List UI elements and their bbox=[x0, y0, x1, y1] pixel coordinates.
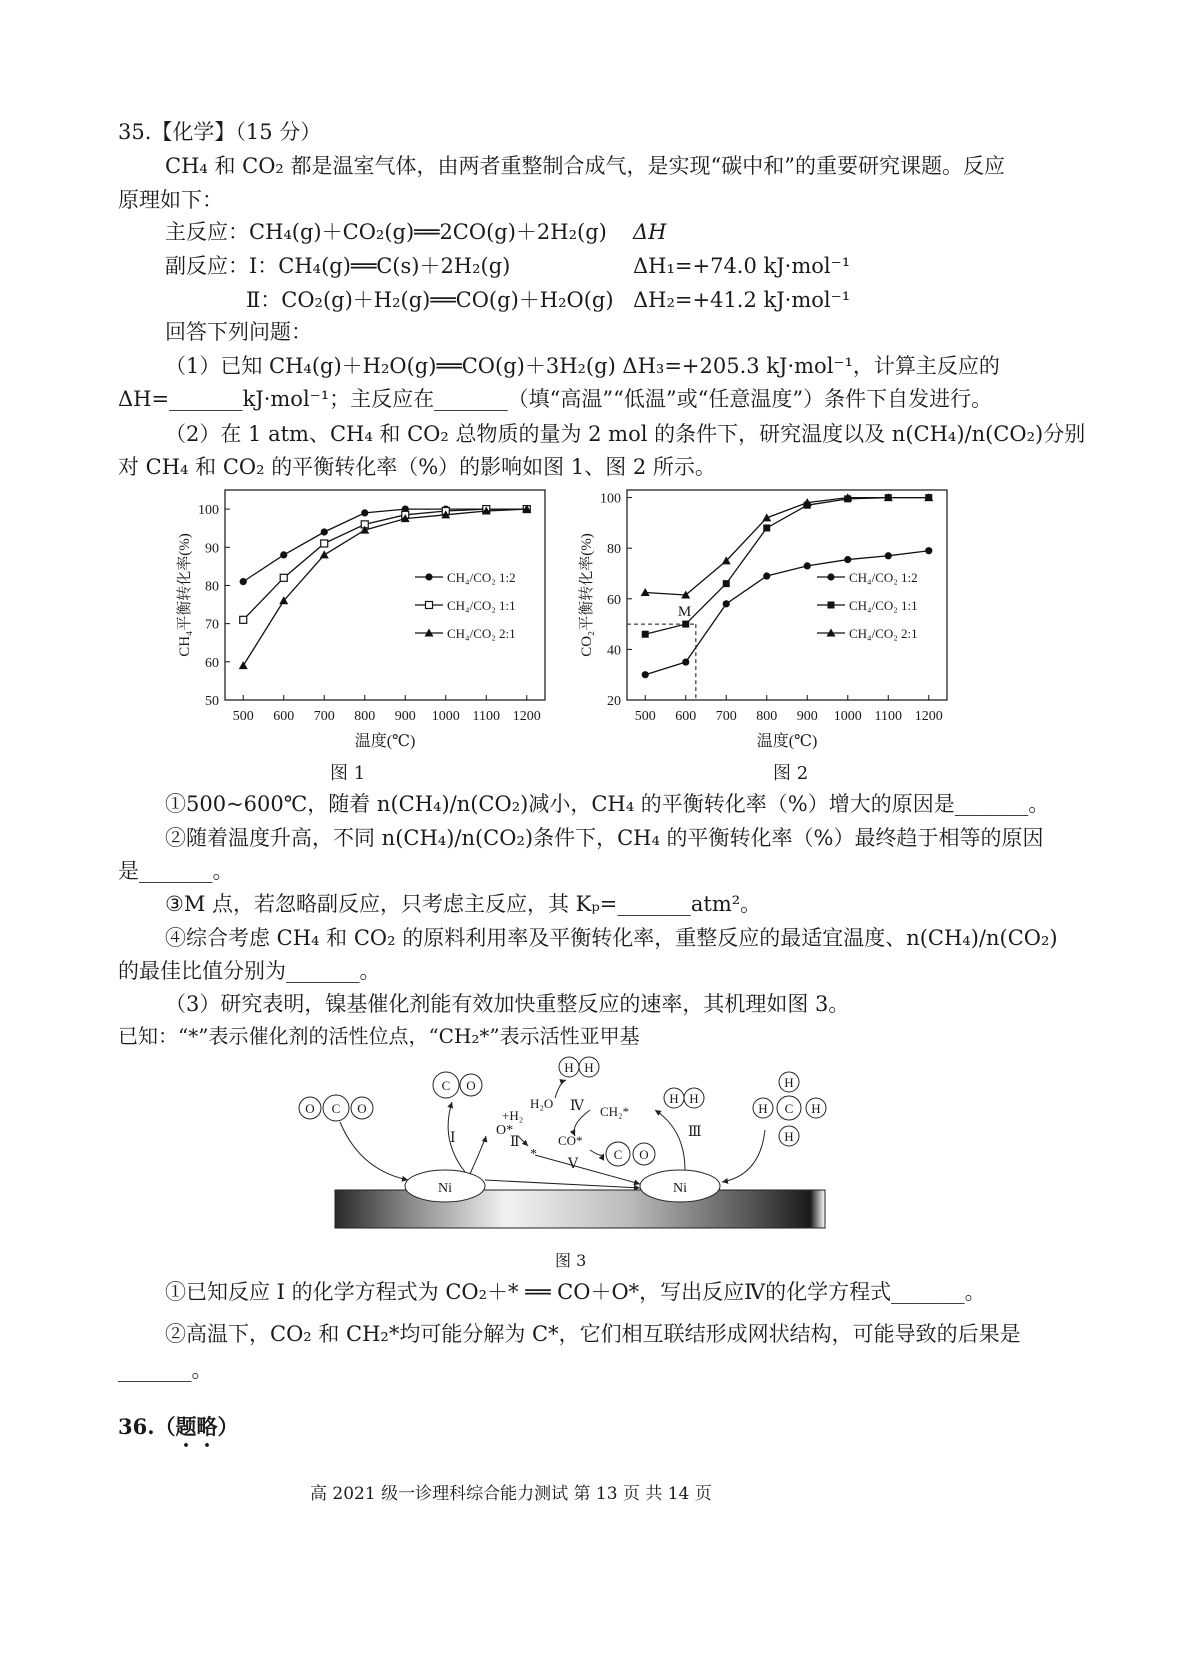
legend-marker bbox=[425, 573, 432, 580]
q3-sub-1: ①已知反应 I 的化学方程式为 CO₂＋* ══ CO＋O*，写出反应Ⅳ的化学方程式_______。 bbox=[165, 1280, 986, 1304]
data-point bbox=[804, 562, 811, 569]
svg-text:H: H bbox=[758, 1101, 768, 1116]
q3-sub-2-line-2: _______。 bbox=[118, 1358, 213, 1382]
y-tick-label: 60 bbox=[205, 655, 219, 671]
intro-line-1: CH₄ 和 CO₂ 都是温室气体，由两者重整制合成气，是实现“碳中和”的重要研究课题。反应 bbox=[165, 154, 1005, 178]
h2o-label: H₂O bbox=[530, 1096, 554, 1111]
svg-text:H: H bbox=[669, 1091, 679, 1106]
legend-marker bbox=[828, 602, 835, 609]
legend-label: CH₄/CO₂ 2:1 bbox=[849, 626, 918, 641]
ni-label-left: Ni bbox=[438, 1181, 452, 1196]
x-tick-label: 1200 bbox=[512, 709, 541, 724]
co-star-label: CO* bbox=[558, 1133, 583, 1148]
svg-text:H: H bbox=[784, 1075, 794, 1090]
answer-prompt: 回答下列问题： bbox=[165, 320, 312, 344]
q2-sub-1: ①500~600℃，随着 n(CH₄)/n(CO₂)减小，CH₄ 的平衡转化率（%）增大的原因是_______。 bbox=[165, 792, 1050, 816]
star-site-label: * bbox=[530, 1147, 537, 1162]
step-3-label: Ⅲ bbox=[688, 1125, 702, 1140]
y-tick-label: 80 bbox=[607, 542, 621, 558]
figure-1-chart bbox=[170, 480, 560, 750]
page-footer: 高 2021 级一诊理科综合能力测试 第 13 页 共 14 页 bbox=[310, 1484, 712, 1504]
plot-frame bbox=[225, 490, 545, 700]
data-point bbox=[763, 572, 770, 579]
data-point bbox=[321, 528, 328, 535]
q3-sub-2-line-1: ②高温下，CO₂ 和 CH₂*均可能分解为 C*，它们相互联结形成网状结构，可能导致的后果是 bbox=[165, 1322, 1021, 1346]
y-tick-label: 70 bbox=[205, 617, 219, 633]
x-tick-label: 800 bbox=[756, 709, 778, 724]
h2-molecule-icon-2 bbox=[664, 1088, 704, 1108]
question-36-text: 题略 bbox=[175, 1414, 218, 1439]
x-tick-label: 1100 bbox=[874, 709, 903, 724]
step-2-label: Ⅱ bbox=[510, 1135, 520, 1150]
y-tick-label: 40 bbox=[607, 643, 621, 659]
plus-h2-label: +H₂ bbox=[502, 1108, 524, 1123]
data-point bbox=[361, 509, 368, 516]
q3-line-1: （3）研究表明，镍基催化剂能有效加快重整反应的速率，其机理如图 3。 bbox=[165, 992, 850, 1016]
co2-molecule-icon bbox=[299, 1095, 373, 1121]
svg-text:H: H bbox=[784, 1129, 794, 1144]
legend-label: CH₄/CO₂ 1:2 bbox=[447, 570, 516, 585]
side-reaction-2-dh: ΔH₂=+41.2 kJ·mol⁻¹ bbox=[633, 288, 851, 312]
question-36-number: 36.（ bbox=[118, 1414, 176, 1439]
x-tick-label: 600 bbox=[273, 709, 295, 724]
svg-text:C: C bbox=[331, 1101, 341, 1116]
data-point bbox=[280, 551, 287, 558]
x-tick-label: 700 bbox=[715, 709, 737, 724]
q1-line-1: （1）已知 CH₄(g)＋H₂O(g)══CO(g)＋3H₂(g) ΔH₃=+205.3 kJ·mol⁻¹，计算主反应的 bbox=[165, 354, 1000, 378]
x-tick-label: 900 bbox=[796, 709, 818, 724]
q2-sub-3: ③M 点，若忽略副反应，只考虑主反应，其 Kₚ=_______atm²。 bbox=[165, 892, 762, 916]
data-point bbox=[723, 600, 730, 607]
q1-line-2: ΔH=_______kJ·mol⁻¹；主反应在_______（填“高温”“低温”或“任意温度”）条件下自发进行。 bbox=[118, 387, 993, 411]
co-molecule-icon-2 bbox=[606, 1142, 655, 1166]
x-axis-label: 温度(℃) bbox=[756, 733, 818, 750]
catalyst-surface bbox=[335, 1190, 825, 1228]
step-5-label: Ⅴ bbox=[568, 1157, 579, 1172]
question-header: 35.【化学】（15 分） bbox=[118, 120, 322, 144]
svg-text:O: O bbox=[466, 1078, 476, 1093]
svg-text:O: O bbox=[305, 1101, 315, 1116]
q2-line-1: （2）在 1 atm、CH₄ 和 CO₂ 总物质的量为 2 mol 的条件下，研究温度以及 n(CH₄)/n(CO₂)分别 bbox=[165, 422, 1086, 446]
svg-text:C: C bbox=[613, 1147, 623, 1162]
data-point bbox=[320, 550, 329, 558]
svg-text:H: H bbox=[811, 1101, 821, 1116]
side-reaction-2: Ⅱ：CO₂(g)＋H₂(g)══CO(g)＋H₂O(g) bbox=[246, 288, 614, 312]
data-point bbox=[280, 574, 287, 581]
plot-frame bbox=[627, 490, 947, 700]
q2-line-2: 对 CH₄ 和 CO₂ 的平衡转化率（%）的影响如图 1、图 2 所示。 bbox=[118, 455, 716, 479]
svg-text:C: C bbox=[784, 1101, 794, 1116]
legend-label: CH₄/CO₂ 2:1 bbox=[447, 626, 516, 641]
co-molecule-icon-1 bbox=[433, 1072, 482, 1098]
data-point bbox=[682, 658, 689, 665]
side-reaction-1: 副反应：Ⅰ：CH₄(g)══C(s)＋2H₂(g) bbox=[165, 254, 511, 278]
ch2-star-label: CH₂* bbox=[600, 1104, 630, 1119]
svg-text:C: C bbox=[441, 1078, 451, 1093]
data-point bbox=[642, 671, 649, 678]
x-tick-label: 1200 bbox=[914, 709, 943, 724]
q2-sub-2-line-2: 是_______。 bbox=[118, 859, 234, 883]
x-tick-label: 1100 bbox=[472, 709, 501, 724]
h2-molecule-icon-1 bbox=[559, 1057, 599, 1077]
x-tick-label: 1000 bbox=[833, 709, 862, 724]
y-tick-label: 100 bbox=[198, 503, 219, 519]
data-point bbox=[763, 524, 770, 531]
data-point bbox=[642, 631, 649, 638]
x-tick-label: 500 bbox=[232, 709, 254, 724]
x-tick-label: 1000 bbox=[431, 709, 460, 724]
data-point bbox=[321, 540, 328, 547]
figure-2-caption: 图 2 bbox=[773, 763, 809, 784]
y-tick-label: 20 bbox=[607, 694, 621, 709]
main-reaction-dh: ΔH bbox=[633, 220, 667, 244]
main-reaction: 主反应：CH₄(g)＋CO₂(g)══2CO(g)＋2H₂(g) bbox=[165, 220, 607, 244]
data-point bbox=[885, 552, 892, 559]
y-tick-label: 50 bbox=[205, 694, 219, 709]
y-tick-label: 60 bbox=[607, 592, 621, 608]
ni-label-right: Ni bbox=[673, 1181, 687, 1196]
o-star-label: O* bbox=[496, 1123, 514, 1138]
figure-2-chart bbox=[572, 480, 962, 750]
x-tick-label: 900 bbox=[394, 709, 416, 724]
figure-1-caption: 图 1 bbox=[330, 763, 366, 784]
q2-sub-2-line-1: ②随着温度升高，不同 n(CH₄)/n(CO₂)条件下，CH₄ 的平衡转化率（%）最终趋于相等的原因 bbox=[165, 826, 1044, 850]
figure-3-caption: 图 3 bbox=[555, 1251, 587, 1270]
data-point bbox=[641, 588, 650, 596]
x-axis-label: 温度(℃) bbox=[354, 733, 416, 750]
question-36 bbox=[118, 1413, 239, 1452]
q2-sub-4-line-1: ④综合考虑 CH₄ 和 CO₂ 的原料利用率及平衡转化率，重整反应的最适宜温度、n(CH₄)/n(CO₂) bbox=[165, 926, 1058, 950]
x-tick-label: 800 bbox=[354, 709, 376, 724]
intro-line-2: 原理如下： bbox=[118, 188, 223, 212]
x-tick-label: 700 bbox=[313, 709, 335, 724]
svg-text:O: O bbox=[639, 1147, 649, 1162]
svg-text:H: H bbox=[689, 1091, 699, 1106]
side-reaction-1-dh: ΔH₁=+74.0 kJ·mol⁻¹ bbox=[633, 254, 851, 278]
data-point bbox=[240, 616, 247, 623]
step-1-label: Ⅰ bbox=[450, 1131, 456, 1146]
data-point bbox=[723, 580, 730, 587]
legend-label: CH₄/CO₂ 1:1 bbox=[447, 598, 516, 613]
legend-label: CH₄/CO₂ 1:1 bbox=[849, 598, 918, 613]
legend-marker bbox=[426, 602, 433, 609]
question-36-close: ） bbox=[217, 1414, 239, 1439]
point-m-label: M bbox=[677, 604, 692, 621]
svg-text:H: H bbox=[564, 1060, 574, 1075]
data-point bbox=[682, 621, 689, 628]
y-axis-label: CO₂平衡转化率(%) bbox=[579, 533, 595, 657]
legend-label: CH₄/CO₂ 1:2 bbox=[849, 570, 918, 585]
svg-text:H: H bbox=[584, 1060, 594, 1075]
y-tick-label: 90 bbox=[205, 541, 219, 557]
y-tick-label: 100 bbox=[600, 491, 621, 507]
data-point bbox=[239, 661, 248, 669]
q2-sub-4-line-2: 的最佳比值分别为_______。 bbox=[118, 959, 381, 983]
figure-3-mechanism bbox=[290, 1050, 850, 1240]
data-point bbox=[925, 547, 932, 554]
data-point bbox=[844, 556, 851, 563]
q3-known: 已知：“*”表示催化剂的活性位点，“CH₂*”表示活性亚甲基 bbox=[118, 1024, 640, 1048]
x-tick-label: 600 bbox=[675, 709, 697, 724]
y-axis-label: CH₄平衡转化率(%) bbox=[177, 533, 193, 657]
series-line bbox=[243, 509, 527, 666]
x-tick-label: 500 bbox=[634, 709, 656, 724]
step-4-label: Ⅳ bbox=[570, 1099, 584, 1114]
y-tick-label: 80 bbox=[205, 579, 219, 595]
data-point bbox=[240, 578, 247, 585]
svg-text:O: O bbox=[357, 1101, 367, 1116]
legend-marker bbox=[827, 573, 834, 580]
